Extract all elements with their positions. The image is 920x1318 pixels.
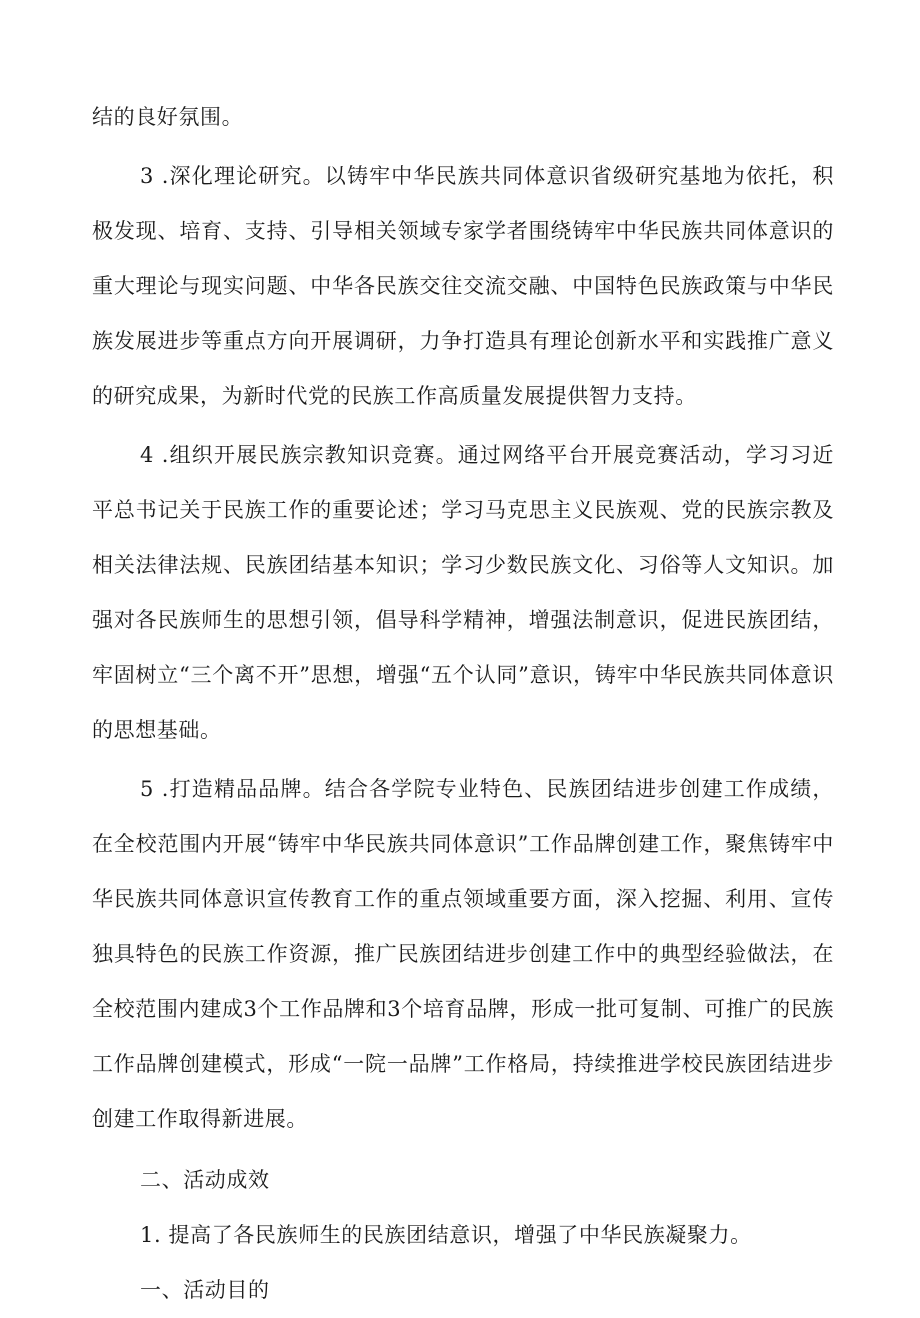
effect-item-1: 1. 提高了各民族师生的民族团结意识，增强了中华民族凝聚力。 bbox=[140, 1223, 752, 1247]
continuation-paragraph: 结的良好氛围。 bbox=[92, 105, 244, 129]
section-heading-purpose: 一、活动目的 bbox=[140, 1278, 270, 1302]
paragraph-theory-research: 3 .深化理论研究。以铸牢中华民族共同体意识省级研究基地为依托，积极发现、培育、支持、引导相关领域专家学者围绕铸牢中华民族共同体意识的重大理论与现实问题、中华各民族交往交流交融、中国特色民族政策与中华民族发展进步等重点方向开展调研，力争打造具有理论创新水平和实践推广意义的研究成果，为新时代党的民族工作高质量发展提供智力支持。 bbox=[92, 164, 834, 408]
section-heading-effects: 二、活动成效 bbox=[140, 1168, 270, 1192]
paragraph-quality-brand: 5 .打造精品品牌。结合各学院专业特色、民族团结进步创建工作成绩，在全校范围内开展“铸牢中华民族共同体意识”工作品牌创建工作，聚焦铸牢中华民族共同体意识宣传教育工作的重点领域重要方面，深入挖掘、利用、宣传独具特色的民族工作资源，推广民族团结进步创建工作中的典型经验做法，在全校范围内建成3个工作品牌和3个培育品牌，形成一批可复制、可推广的民族工作品牌创建模式，形成“一院一品牌”工作格局，持续推进学校民族团结进步创建工作取得新进展。 bbox=[92, 777, 834, 1131]
paragraph-knowledge-contest: 4 .组织开展民族宗教知识竞赛。通过网络平台开展竞赛活动，学习习近平总书记关于民族工作的重要论述；学习马克思主义民族观、党的民族宗教及相关法律法规、民族团结基本知识；学习少数民族文化、习俗等人文知识。加强对各民族师生的思想引领，倡导科学精神，增强法制意识，促进民族团结，牢固树立“三个离不开”思想，增强“五个认同”意识，铸牢中华民族共同体意识的思想基础。 bbox=[92, 443, 834, 742]
document-body bbox=[92, 90, 834, 1318]
